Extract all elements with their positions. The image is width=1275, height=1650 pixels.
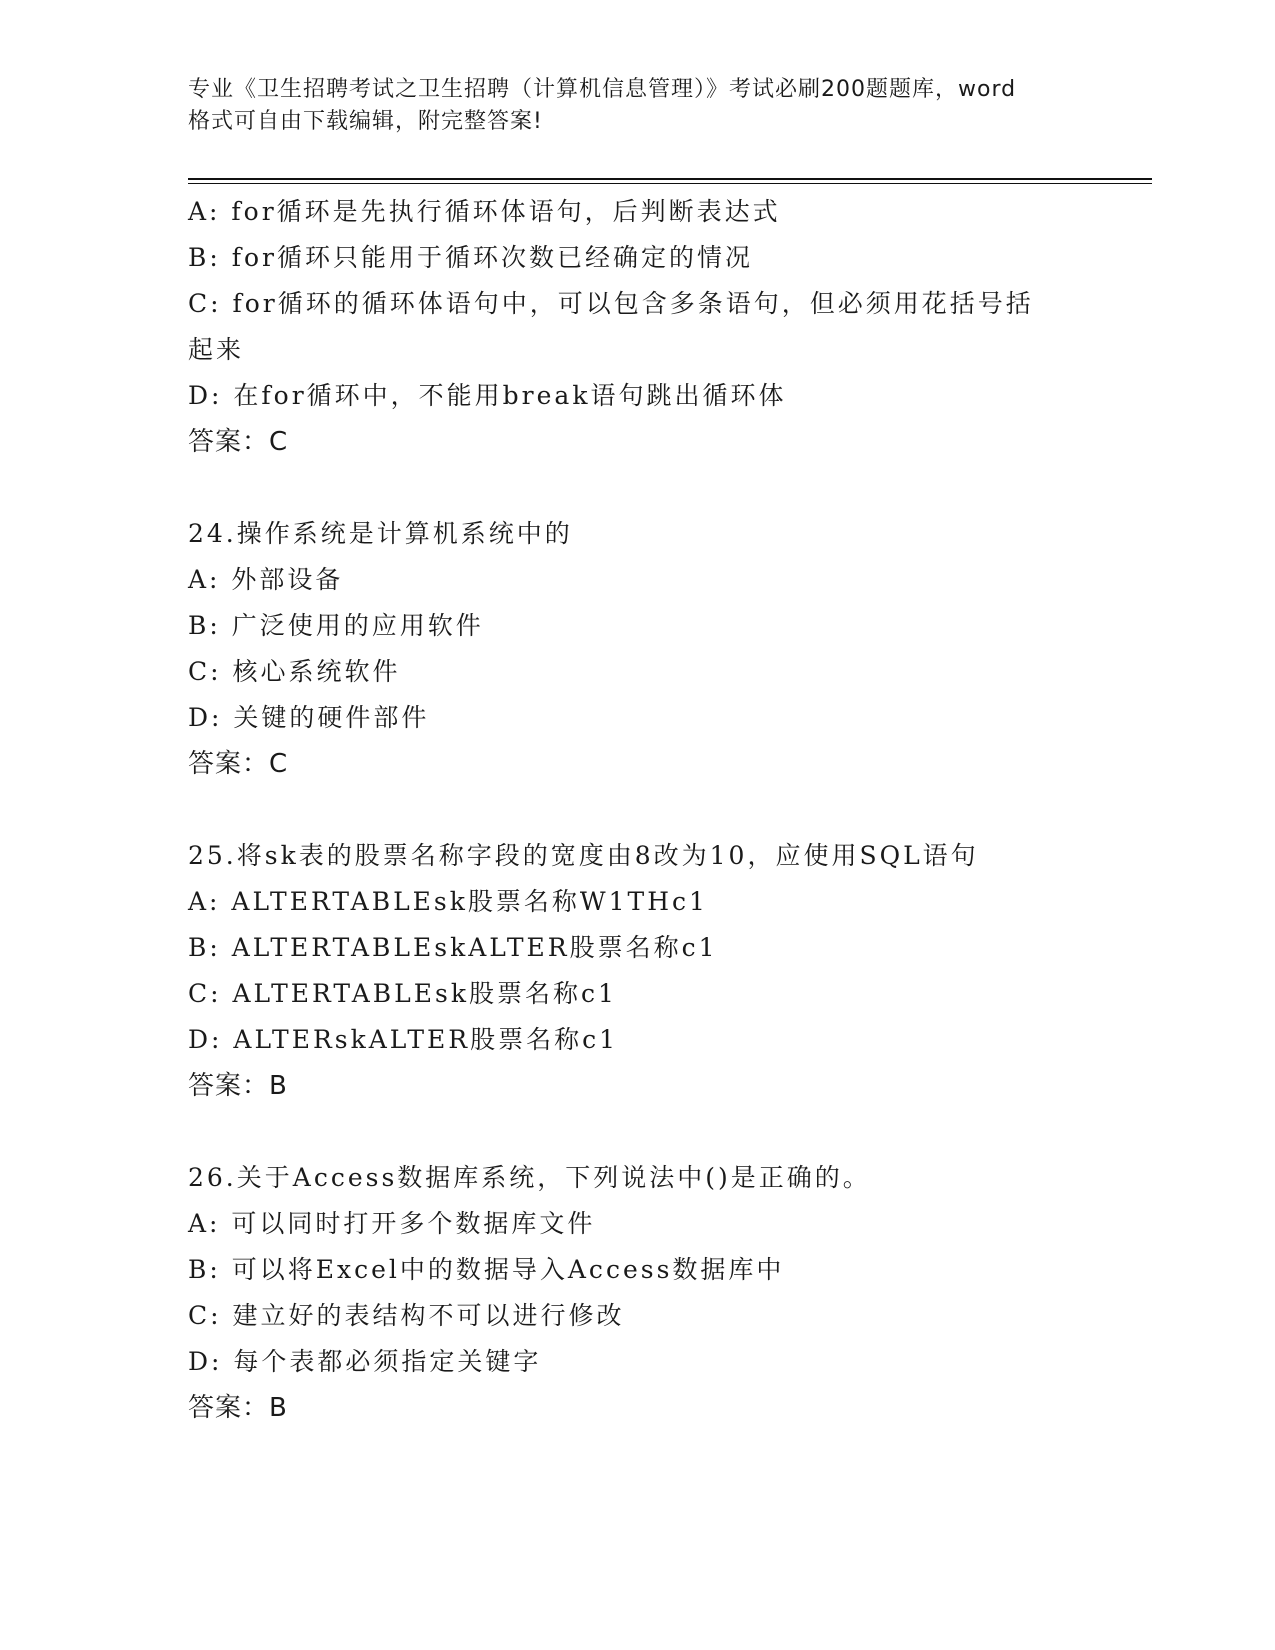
header-divider-thick: [188, 178, 1152, 180]
q26-question: 26.关于Access数据库系统，下列说法中()是正确的。: [188, 1163, 871, 1192]
q25-option-a: A: ALTERTABLEsk股票名称W1THc1: [188, 887, 708, 916]
question-25-block: [188, 833, 1088, 1109]
q26-option-b: B: 可以将Excel中的数据导入Access数据库中: [188, 1255, 785, 1284]
q24-option-b: B: 广泛使用的应用软件: [188, 611, 484, 640]
q23-option-a: A: for循环是先执行循环体语句，后判断表达式: [188, 197, 781, 226]
document-header: [188, 74, 1088, 138]
question-26-block: [188, 1155, 1088, 1431]
q25-option-b: B: ALTERTABLEskALTER股票名称c1: [188, 933, 718, 962]
header-divider-thin: [188, 183, 1152, 184]
q23-option-c-line-2: 起来: [188, 335, 245, 364]
q24-question: 24.操作系统是计算机系统中的: [188, 519, 573, 548]
q25-question: 25.将sk表的股票名称字段的宽度由8改为10，应使用SQL语句: [188, 841, 979, 870]
q23-option-b: B: for循环只能用于循环次数已经确定的情况: [188, 243, 753, 272]
spacer: [188, 1109, 1088, 1155]
question-23-block: [188, 189, 1088, 465]
q23-answer: 答案：C: [188, 427, 289, 457]
q24-option-a: A: 外部设备: [188, 565, 344, 594]
q24-option-d: D: 关键的硬件部件: [188, 703, 430, 732]
spacer: [188, 465, 1088, 511]
q26-option-c: C: 建立好的表结构不可以进行修改: [188, 1301, 625, 1330]
question-list: [188, 189, 1088, 1431]
q23-option-c-line-1: C: for循环的循环体语句中，可以包含多条语句，但必须用花括号括: [188, 289, 1034, 318]
q26-option-d: D: 每个表都必须指定关键字: [188, 1347, 542, 1376]
header-line-1: 专业《卫生招聘考试之卫生招聘（计算机信息管理）》考试必刷200题题库，word: [188, 77, 1017, 102]
q25-answer: 答案：B: [188, 1071, 288, 1101]
question-24-block: [188, 511, 1088, 787]
header-line-2: 格式可自由下载编辑，附完整答案!: [188, 109, 543, 134]
spacer: [188, 787, 1088, 833]
q23-option-d: D: 在for循环中，不能用break语句跳出循环体: [188, 381, 787, 410]
q26-answer: 答案：B: [188, 1393, 288, 1423]
q24-answer: 答案：C: [188, 749, 289, 779]
q24-option-c: C: 核心系统软件: [188, 657, 401, 686]
q26-option-a: A: 可以同时打开多个数据库文件: [188, 1209, 596, 1238]
q25-option-c: C: ALTERTABLEsk股票名称c1: [188, 979, 617, 1008]
q25-option-d: D: ALTERskALTER股票名称c1: [188, 1025, 619, 1054]
